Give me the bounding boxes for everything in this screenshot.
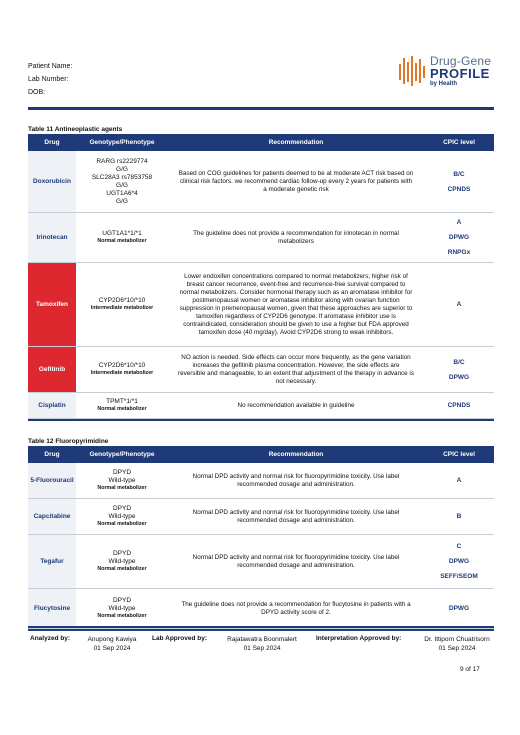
- table11-caption: Table 11 Antineoplastic agents: [28, 126, 123, 133]
- table11: [28, 134, 494, 421]
- genotype-line: DPYD: [112, 550, 132, 557]
- logo-line1: Drug-Gene: [430, 54, 492, 68]
- cpic-level-cell: [424, 151, 494, 212]
- cpic-level-cell: [424, 347, 494, 392]
- cpic-level: C: [456, 543, 462, 550]
- genotype-cell: [76, 535, 168, 588]
- genotype-line: DPYD: [112, 505, 132, 512]
- phenotype-label: Normal metabolizer: [97, 238, 147, 244]
- cpic-level: DPWG: [448, 234, 470, 241]
- recommendation-text: Normal DPD activity and normal risk for fluoropyrimidine toxicity. Use label recommended dosage and administration.: [192, 508, 400, 524]
- cpic-level: A: [456, 477, 462, 484]
- genotype-line: CYP2D6*10/*10: [98, 297, 146, 304]
- cpic-level: CPNDS: [447, 402, 471, 409]
- lab-approved-date: 01 Sep 2024: [243, 645, 281, 652]
- genotype-line: SLC28A3 rs7853758: [91, 173, 153, 181]
- table-header: [28, 446, 494, 463]
- recommendation-text: Normal DPD activity and normal risk for fluoropyrimidine toxicity. Use label recommended dosage and administration.: [192, 553, 400, 569]
- logo-line3: by Health: [430, 81, 458, 87]
- table-bottom-rule: [28, 629, 494, 631]
- genotype-line: CYP2D6*10/*10: [98, 362, 146, 369]
- drug-name: Gefitinib: [28, 347, 76, 392]
- phenotype-label: Normal metabolizer: [97, 485, 147, 491]
- phenotype-label: Normal metabolizer: [97, 406, 147, 412]
- cpic-level-cell: [424, 499, 494, 534]
- patient-name-label: Patient Name:: [28, 63, 73, 70]
- dna-bars-icon: [398, 54, 426, 88]
- cpic-level: B/C: [453, 170, 465, 178]
- table-row: [28, 263, 494, 347]
- phenotype-label: Normal metabolizer: [97, 566, 147, 572]
- table-row: [28, 393, 494, 419]
- footer-divider: [28, 626, 494, 628]
- logo-line2: PROFILE: [430, 66, 490, 81]
- genotype-line: RARG rs2229774: [96, 157, 148, 165]
- lab-approved-label: Lab Approved by:: [152, 635, 208, 642]
- page-number: 9 of 17: [460, 666, 480, 673]
- genotype-line: DPYD: [112, 597, 132, 604]
- table-row: [28, 535, 494, 589]
- drug-name: 5-Fluorouracil: [28, 463, 76, 498]
- lab-number-label: Lab Number:: [28, 76, 69, 83]
- header-cpic-level: CPIC level: [443, 139, 475, 146]
- drug-name: Capcitabine: [28, 499, 76, 534]
- recommendation-text: The guideline does not provide a recommendation for irinotecan in normal metabolizers: [193, 229, 399, 245]
- cpic-level-cell: [424, 393, 494, 418]
- drug-name: Doxorubicin: [28, 151, 76, 212]
- genotype-line: Wild-type: [108, 605, 136, 612]
- genotype-line: UGT1A1*1/*1: [102, 230, 142, 237]
- recommendation-text: No recommendation available in guideline: [237, 401, 355, 409]
- header-genotype: Genotype/Phenotype: [89, 139, 155, 146]
- cpic-level-cell: [424, 535, 494, 588]
- dob-label: DOB:: [28, 89, 46, 96]
- table-row: [28, 499, 494, 535]
- genotype-line: G/G: [116, 197, 128, 205]
- phenotype-label: Normal metabolizer: [97, 613, 147, 619]
- genotype-line: G/G: [116, 181, 128, 189]
- genotype-line: Wild-type: [108, 513, 136, 520]
- genotype-cell: [76, 589, 168, 628]
- table-bottom-rule: [28, 419, 494, 421]
- header-genotype: Genotype/Phenotype: [89, 451, 155, 458]
- drug-name: Tamoxifen: [28, 263, 76, 346]
- cpic-level: SEFF/SEOM: [440, 573, 478, 580]
- header-drug: Drug: [44, 451, 60, 458]
- genotype-cell: [76, 151, 168, 212]
- genotype-line: UGT1A6*4: [106, 189, 138, 197]
- cpic-level-cell: [424, 263, 494, 346]
- table-row: [28, 213, 494, 263]
- analyzed-date: 01 Sep 2024: [93, 645, 131, 652]
- cpic-level-cell: [424, 589, 494, 628]
- patient-info: [28, 60, 72, 99]
- cpic-level: B: [456, 513, 462, 520]
- interp-approved-date: 01 Sep 2024: [438, 645, 476, 652]
- genotype-line: Wild-type: [108, 558, 136, 565]
- interp-approved-label: Interpretation Approved by:: [316, 635, 402, 642]
- drug-gene-profile-logo: [398, 52, 498, 92]
- phenotype-label: Intermediate metabolizer: [90, 370, 154, 376]
- genotype-cell: [76, 393, 168, 418]
- drug-name: Cisplatin: [28, 393, 76, 418]
- lab-approved-name: Rajatawatra Boonmalert: [227, 636, 297, 643]
- recommendation-text: Based on COG guidelines for patients deemed to be at moderate ACT risk based on clinical risk factors. we recommend cardiac follow-up every 2 years for patients with a moderate genetic risk: [178, 169, 414, 193]
- drug-name: Flucytosine: [28, 589, 76, 628]
- phenotype-label: Normal metabolizer: [97, 521, 147, 527]
- genotype-cell: [76, 347, 168, 392]
- genotype-cell: [76, 263, 168, 346]
- genotype-cell: [76, 213, 168, 262]
- analyzed-label: Analyzed by:: [30, 635, 71, 642]
- genotype-line: DPYD: [112, 469, 132, 476]
- recommendation-text: The guideline does not provide a recommendation for flucytosine in patients with a DPYD activity score of 2.: [181, 600, 411, 616]
- header-divider: [28, 107, 494, 110]
- interp-approved-name: Dr. Ittiporn Chuatrisorn: [424, 636, 490, 643]
- table-row: [28, 463, 494, 499]
- cpic-level-cell: [424, 213, 494, 262]
- cpic-level: B/C: [453, 358, 465, 366]
- cpic-level: A: [456, 301, 462, 308]
- table-row: [28, 151, 494, 213]
- table-row: [28, 347, 494, 393]
- table-row: [28, 589, 494, 629]
- recommendation-text: NO action is needed. Side effects can occur more frequently, as the gene variation increases the gefitinib plasma concentration. However, the side effects are reversible and manageable, to an extent that adjustment of the therapy in advance is not necessary.: [178, 353, 414, 385]
- cpic-level: RNPGx: [447, 249, 471, 256]
- analyzed-name: Anupong Kawiya: [87, 636, 137, 643]
- table12-caption: Table 12 Fluoropyrimidine: [28, 438, 109, 445]
- drug-name: Tegafur: [28, 535, 76, 588]
- recommendation-text: Lower endoxifen concentrations compared to normal metabolizers; higher risk of breast cancer recurrence, event-free and recurrence-free survival compared to normal metabolizers. Consider hormonal therapy such as an aromatase inhibitor for postmenopausal women or aromatase inhibitor along with ovarian function suppression in premenopausal women, given that these approaches are superior to tamoxifen regardless of CYP2D6 genotype. If aromatase inhibitor use is contraindicated, consideration should be given to use a higher but FDA approved tamoxifen dose (40 mg/day). Avoid CYP2D6 strong to weak inhibitors.: [179, 272, 413, 336]
- header-cpic-level: CPIC level: [443, 451, 475, 458]
- cpic-level: DPWG: [448, 558, 470, 565]
- header-recommendation: Recommendation: [268, 139, 324, 146]
- header-drug: Drug: [44, 139, 60, 146]
- genotype-line: G/G: [116, 165, 128, 173]
- genotype-line: Wild-type: [108, 477, 136, 484]
- genotype-cell: [76, 463, 168, 498]
- cpic-level-cell: [424, 463, 494, 498]
- cpic-level: DPWG: [448, 373, 470, 381]
- drug-name: Irinotecan: [28, 213, 76, 262]
- cpic-level: DPWG: [448, 605, 470, 612]
- cpic-level: A: [456, 219, 462, 226]
- cpic-level: CPNDS: [447, 185, 471, 193]
- phenotype-label: Intermediate metabolizer: [90, 305, 154, 311]
- table-header: [28, 134, 494, 151]
- genotype-line: TPMT*1/*1: [106, 398, 138, 405]
- genotype-cell: [76, 499, 168, 534]
- header-recommendation: Recommendation: [268, 451, 324, 458]
- recommendation-text: Normal DPD activity and normal risk for fluoropyrimidine toxicity. Use label recommended dosage and administration.: [192, 472, 400, 488]
- table12: [28, 446, 494, 631]
